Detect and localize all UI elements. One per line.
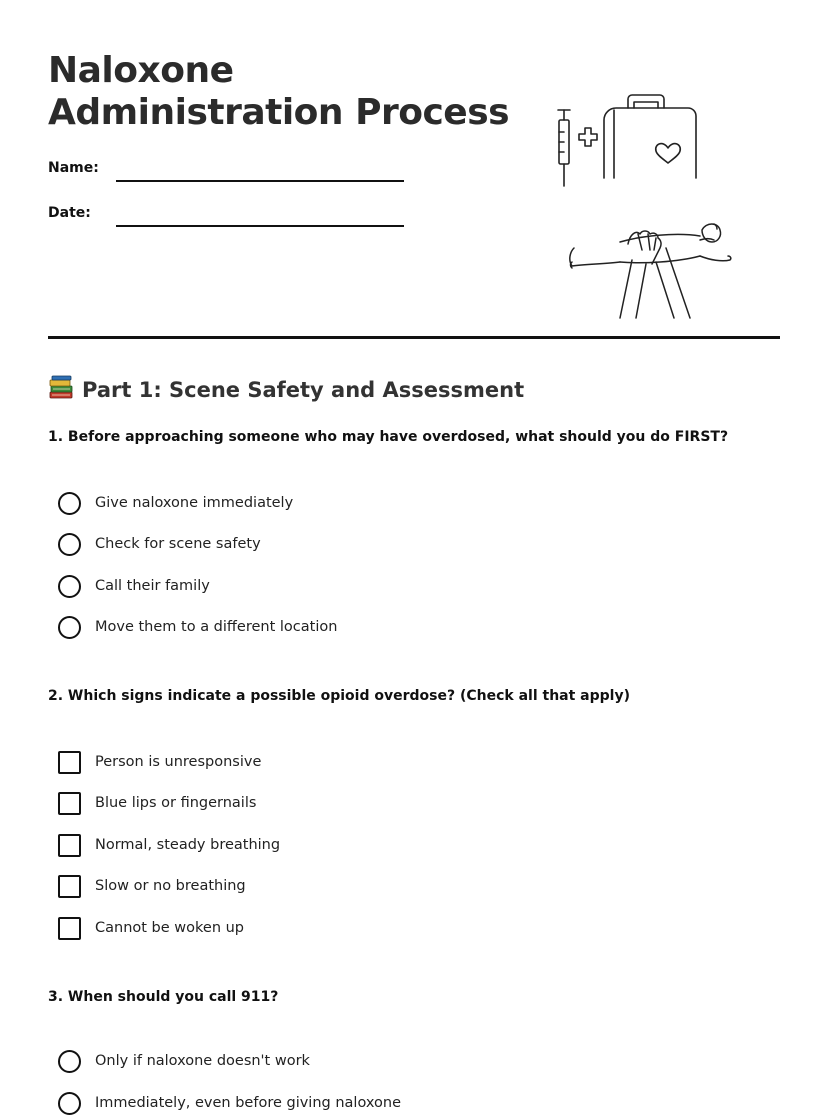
option-label: Immediately, even before giving naloxone (95, 1095, 401, 1111)
cpr-hands-on-chest-icon (566, 218, 736, 327)
checkbox[interactable] (58, 875, 81, 898)
question-1-option-2[interactable] (58, 532, 261, 556)
option-label: Slow or no breathing (95, 878, 246, 894)
question-2-option-5[interactable] (58, 916, 244, 940)
radio-button[interactable] (58, 533, 81, 556)
option-label: Move them to a different location (95, 619, 338, 635)
question-2-option-1[interactable] (58, 750, 261, 774)
option-label: Call their family (95, 578, 210, 594)
option-label: Normal, steady breathing (95, 837, 281, 853)
name-field[interactable] (116, 180, 404, 182)
question-2-option-2[interactable] (58, 791, 256, 815)
checkbox[interactable] (58, 834, 81, 857)
option-label: Give naloxone immediately (95, 495, 294, 511)
option-label: Cannot be woken up (95, 920, 245, 936)
question-1-option-3[interactable] (58, 574, 210, 598)
question-2-text: 2. Which signs indicate a possible opioid overdose? (Check all that apply) (48, 688, 630, 704)
option-label: Check for scene safety (95, 536, 261, 552)
radio-button[interactable] (58, 492, 81, 515)
option-label: Only if naloxone doesn't work (95, 1053, 310, 1069)
date-field[interactable] (116, 225, 404, 227)
question-2-option-4[interactable] (58, 874, 246, 898)
section-title-text: Part 1: Scene Safety and Assessment (82, 378, 525, 402)
question-2-option-3[interactable] (58, 833, 280, 857)
title-line-2: Administration Process (48, 92, 510, 133)
checkbox[interactable] (58, 917, 81, 940)
option-label: Blue lips or fingernails (95, 795, 257, 811)
date-label: Date: (48, 205, 91, 221)
books-icon (48, 374, 74, 408)
radio-button[interactable] (58, 575, 81, 598)
question-3-option-2[interactable] (58, 1091, 401, 1115)
header-divider (48, 336, 780, 339)
question-3-text: 3. When should you call 911? (48, 989, 279, 1005)
question-1-option-1[interactable] (58, 491, 293, 515)
syringe-and-first-aid-kit-icon (548, 90, 704, 195)
question-3-option-1[interactable] (58, 1049, 310, 1073)
worksheet-title (48, 50, 509, 134)
question-1-text: 1. Before approaching someone who may have overdosed, what should you do FIRST? (48, 429, 729, 445)
radio-button[interactable] (58, 616, 81, 639)
radio-button[interactable] (58, 1092, 81, 1115)
question-1-option-4[interactable] (58, 615, 337, 639)
checkbox[interactable] (58, 751, 81, 774)
option-label: Person is unresponsive (95, 754, 262, 770)
checkbox[interactable] (58, 792, 81, 815)
radio-button[interactable] (58, 1050, 81, 1073)
section-title-part-1 (48, 374, 524, 408)
title-line-1: Naloxone (48, 50, 234, 91)
name-label: Name: (48, 160, 99, 176)
